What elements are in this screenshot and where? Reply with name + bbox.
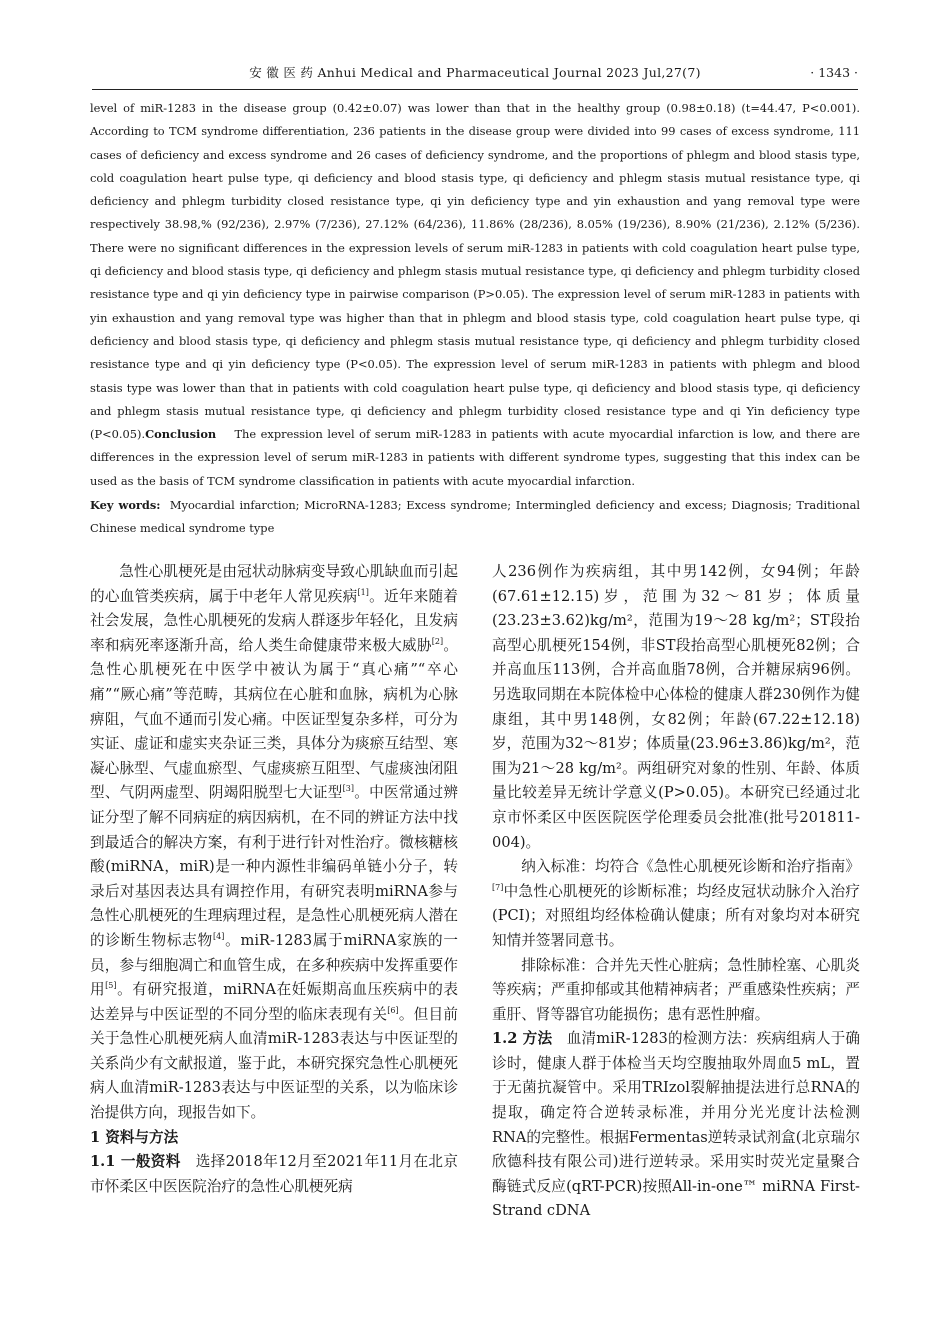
inclusion-text-2: 中急性心肌梗死的诊断标准；均经皮冠状动脉介入治疗(PCI)；对照组均经体检确认健康；所有对象均对本研究知情并签署同意书。 xyxy=(492,882,860,949)
abstract-body xyxy=(90,97,860,493)
left-column xyxy=(90,560,458,1199)
running-header xyxy=(92,62,858,84)
subsection-1-1 xyxy=(90,1150,458,1199)
subsection-1-2-label: 1.2 方法 xyxy=(492,1030,553,1048)
subsection-1-1-label: 1.1 一般资料 xyxy=(90,1153,181,1171)
exclusion-criteria: 排除标准：合并先天性心脏病；急性肺栓塞、心肌炎等疾病；严重抑郁或其他精神病者；严重感染性疾病；严重肝、肾等器官功能损伤；患有恶性肿瘤。 xyxy=(492,956,860,1023)
inclusion-text-1: 纳入标准：均符合《急性心肌梗死诊断和治疗指南》 xyxy=(521,858,860,876)
journal-header: 安 徽 医 药 Anhui Medical and Pharmaceutical Journal 2023 Jul,27(7) xyxy=(249,65,701,80)
intro-text-1: 急性心肌梗死是由冠状动脉病变导致心肌缺血而引起的心血管类疾病，属于中老年人常见疾病 xyxy=(90,563,458,605)
subsection-1-2-text: 血清miR-1283的检测方法：疾病组病人于确诊时，健康人群于体检当天均空腹抽取外周血5 mL，置于无菌抗凝管中。采用TRIzol裂解抽提法进行总RNA的提取，确定符合逆转录标准，并用分光光度计法检测RNA的完整性。根据Fermentas逆转录试剂盒(北京瑞尔欣德科技有限公司)进行逆转录。采用实时荧光定量聚合酶链式反应(qRT-PCR)按照All-in-one™ miRNA First-Strand cDNA xyxy=(492,1030,860,1220)
page-number: · 1343 · xyxy=(810,65,858,80)
intro-text-2: 。近年来随着社会发展，急性心肌梗死的发病人群逐步年轻化，且发病率和病死率逐渐升高，给人类生命健康带来极大威胁 xyxy=(90,587,458,654)
citation-6: [6] xyxy=(387,1005,399,1015)
citation-5: [5] xyxy=(105,981,117,991)
english-abstract xyxy=(90,97,860,541)
subsection-1-1-text: 选择2018年12月至2021年11月在北京市怀柔区中医医院治疗的急性心肌梗死病 xyxy=(90,1153,458,1195)
header-rule xyxy=(92,89,858,90)
section-heading-1: 1 资料与方法 xyxy=(90,1128,179,1146)
citation-4: [4] xyxy=(213,932,225,942)
citation-2: [2] xyxy=(431,636,444,646)
intro-text-6: 。有研究报道，miRNA在妊娠期高血压疾病中的表达差异与中医证型的不同分型的临床表现有关 xyxy=(90,981,458,1023)
keywords-text: Myocardial infarction; MicroRNA-1283; Excess syndrome; Intermingled deficiency and excess; Diagnosis; Traditional Chinese medical syndrome type xyxy=(90,498,860,536)
keywords-label: Key words: xyxy=(90,498,161,513)
inclusion-criteria xyxy=(492,855,860,953)
citation-1: [1] xyxy=(357,587,369,597)
right-column xyxy=(492,560,860,1224)
subjects-paragraph: 人236例作为疾病组，其中男142例，女94例；年龄(67.61±12.15)岁，范围为32～81岁；体质量(23.23±3.62)kg/m²，范围为19～28 kg/m²；ST段抬高型心肌梗死154例，非ST段抬高型心肌梗死82例；合并高血压113例，合并高血脂78例，合并糖尿病96例。另选取同期在本院体检中心体检的健康人群230例作为健康组，其中男148例，女82例；年龄(67.22±12.18)岁，范围为32～81岁；体质量(23.96±3.86)kg/m²，范围为21～28 kg/m²。两组研究对象的性别、年龄、体质量比较差异无统计学意义(P>0.05)。本研究已经通过北京市怀柔区中医医院医学伦理委员会批准(批号201811-004)。 xyxy=(492,563,860,851)
conclusion-text: The expression level of serum miR-1283 in patients with acute myocardial infarction is low, and there are differences in the expression level of serum miR-1283 in patients with different syndrome types, suggesting that this index can be used as the basis of TCM syndrome classification in patients with acute myocardial infarction. xyxy=(90,427,861,488)
intro-text-5: 。miR-1283属于miRNA家族的一员，参与细胞凋亡和血管生成，在多种疾病中发挥重要作用 xyxy=(90,931,458,999)
keywords xyxy=(90,494,860,541)
intro-paragraph xyxy=(90,560,458,1126)
citation-3: [3] xyxy=(342,784,354,794)
intro-text-7: 。但目前关于急性心肌梗死病人血清miR-1283表达与中医证型的关系尚少有文献报道，鉴于此，本研究探究急性心肌梗死病人血清miR-1283表达与中医证型的关系，以为临床诊治提供方向，现报告如下。 xyxy=(90,1005,458,1122)
intro-text-4: 。中医常通过辨证分型了解不同病症的病因病机，在不同的辨证方法中找到最适合的解决方案，有利于进行针对性治疗。微核糖核酸(miRNA，miR)是一种内源性非编码单链小分子，转录后对基因表达具有调控作用，有研究表明miRNA参与急性心肌梗死的生理病理过程，是急性心肌梗死病人潜在的诊断生物标志物 xyxy=(90,784,458,949)
abstract-results: level of miR-1283 in the disease group (0.42±0.07) was lower than that in the healthy group (0.98±0.18) (t=44.47, P<0.001). According to TCM syndrome differentiation, 236 patients in the disease group were divided into 99 cases of excess syndrome, 111 cases of deficiency and excess syndrome and 26 cases of deficiency syndrome, and the proportions of phlegm and blood stasis type, cold coagulation heart pulse type, qi deficiency and blood stasis type, qi deficiency and phlegm stasis mutual resistance type, qi deficiency and phlegm turbidity closed resistance type, qi yin deficiency type and yin exhaustion and yang removal type were respectively 38.98,% (92/236), 2.97% (7/236), 27.12% (64/236), 11.86% (28/236), 8.05% (19/236), 8.90% (21/236), 2.12% (5/236). There were no significant differences in the expression levels of serum miR-1283 in patients with cold coagulation heart pulse type, qi deficiency and blood stasis type, qi deficiency and phlegm stasis mutual resistance type, qi deficiency and phlegm turbidity closed resistance type and qi yin deficiency type in pairwise comparison (P>0.05). The expression level of serum miR-1283 in patients with yin exhaustion and yang removal type was higher than that in phlegm and blood stasis type, cold coagulation heart pulse type, qi deficiency and blood stasis type, qi deficiency and phlegm stasis mutual resistance type, qi deficiency and phlegm turbidity closed resistance type and qi yin deficiency type (P<0.05). The expression level of serum miR-1283 in patients with phlegm and blood stasis type was lower than that in patients with cold coagulation heart pulse type, qi deficiency and blood stasis type, qi deficiency and phlegm stasis mutual resistance type, qi deficiency and phlegm turbidity closed resistance type and qi Yin deficiency type (P<0.05). xyxy=(90,101,860,442)
citation-7: [7] xyxy=(492,882,504,892)
intro-text-3: 。急性心肌梗死在中医学中被认为属于“真心痛”“卒心痛”“厥心痛”等范畴，其病位在心脏和血脉，病机为心脉痹阻，气血不通而引发心痛。中医证型复杂多样，可分为实证、虚证和虚实夹杂证三类，具体分为痰瘀互结型、寒凝心脉型、气虚血瘀型、气虚痰瘀互阻型、气虚痰浊闭阻型、气阴两虚型、阴竭阳脱型七大证型 xyxy=(90,636,458,802)
subsection-1-2 xyxy=(492,1027,860,1224)
conclusion-label: Conclusion xyxy=(145,427,217,442)
